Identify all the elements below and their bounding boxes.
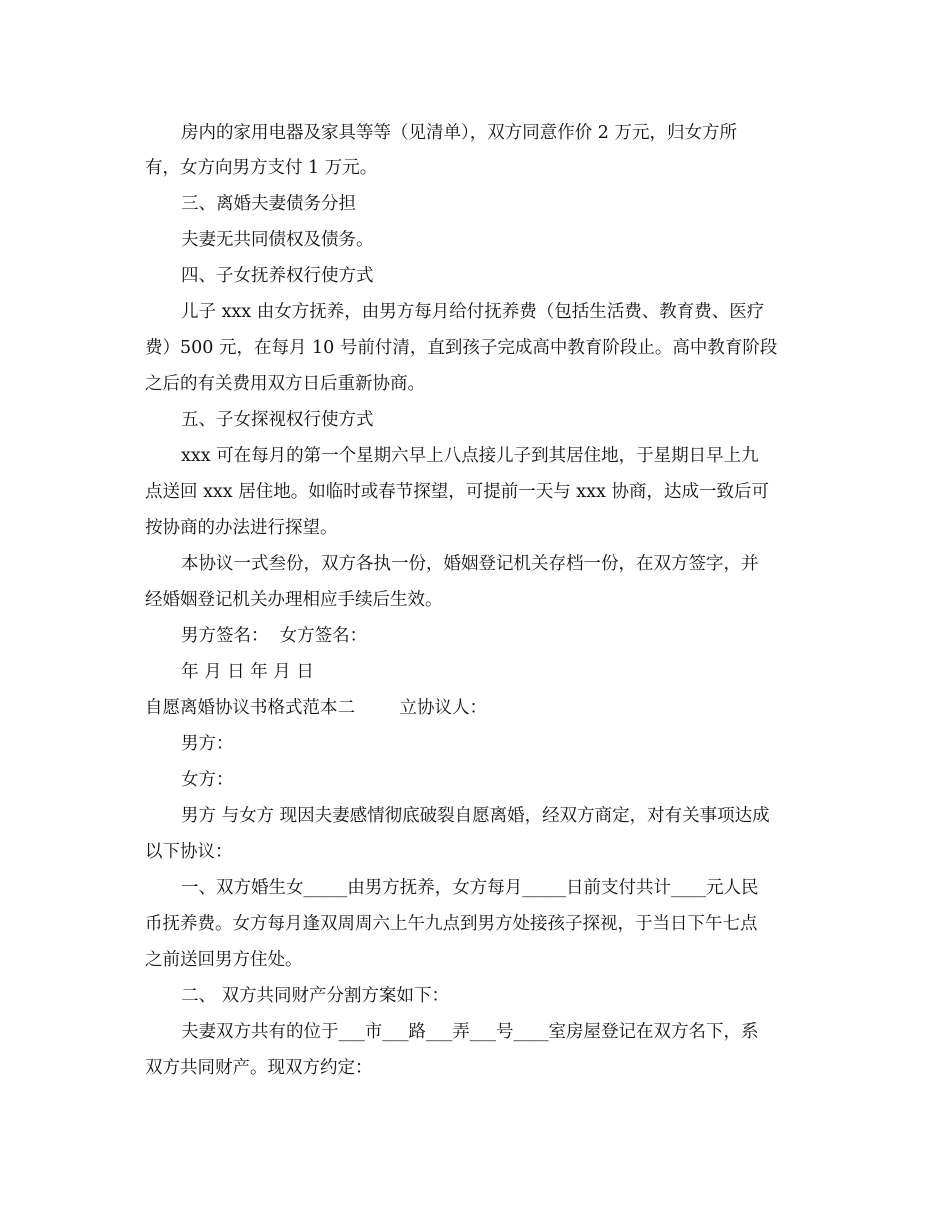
document-subtitle: 自愿离婚协议书格式范本二 立协议人： bbox=[145, 698, 488, 718]
section-heading: 四、子女抚养权行使方式 bbox=[181, 266, 374, 286]
text-line: 币抚养费。女方每月逢双周周六上午九点到男方处接孩子探视，于当日下午七点 bbox=[145, 914, 758, 934]
text-line: 房内的家用电器及家具等等（见清单），双方同意作价 2 万元，归女方所 bbox=[181, 123, 738, 143]
party-female: 女方： bbox=[181, 770, 234, 790]
text-line: 费）500 元，在每月 10 号前付清，直到孩子完成高中教育阶段止。高中教育阶段 bbox=[145, 338, 778, 358]
text-line: 按协商的办法进行探望。 bbox=[145, 518, 338, 538]
text-line: 儿子 xxx 由女方抚养，由男方每月给付抚养费（包括生活费、教育费、医疗 bbox=[181, 302, 765, 322]
signature-line: 男方签名： 女方签名： bbox=[181, 626, 368, 646]
text-line: 男方 与女方 现因夫妻感情彻底破裂自愿离婚，经双方商定，对有关事项达成 bbox=[181, 806, 770, 826]
party-male: 男方： bbox=[181, 734, 234, 754]
text-line: 之前送回男方住处。 bbox=[145, 950, 303, 970]
date-line: 年 月 日 年 月 日 bbox=[181, 662, 314, 682]
section-heading: 三、离婚夫妻债务分担 bbox=[181, 194, 356, 214]
text-line: xxx 可在每月的第一个星期六早上八点接儿子到其居住地，于星期日早上九 bbox=[181, 446, 759, 466]
text-line: 经婚姻登记机关办理相应手续后生效。 bbox=[145, 590, 443, 610]
text-line: 双方共同财产。现双方约定： bbox=[145, 1058, 373, 1078]
section-heading: 二、 双方共同财产分割方案如下： bbox=[181, 986, 450, 1006]
text-line: 夫妻无共同债权及债务。 bbox=[181, 230, 374, 250]
text-line: 夫妻双方共有的位于___市___路___弄___号____室房屋登记在双方名下，系 bbox=[181, 1022, 759, 1042]
section-heading: 五、子女探视权行使方式 bbox=[181, 410, 374, 430]
text-line: 有，女方向男方支付 1 万元。 bbox=[145, 158, 378, 178]
text-line: 一、双方婚生女_____由男方抚养，女方每月_____日前支付共计____元人民 bbox=[181, 878, 759, 898]
text-line: 以下协议： bbox=[145, 842, 233, 862]
text-line: 本协议一式叁份，双方各执一份，婚姻登记机关存档一份，在双方签字，并 bbox=[181, 554, 759, 574]
text-line: 点送回 xxx 居住地。如临时或春节探望，可提前一天与 xxx 协商，达成一致后可 bbox=[145, 482, 769, 502]
text-line: 之后的有关费用双方日后重新协商。 bbox=[145, 374, 425, 394]
